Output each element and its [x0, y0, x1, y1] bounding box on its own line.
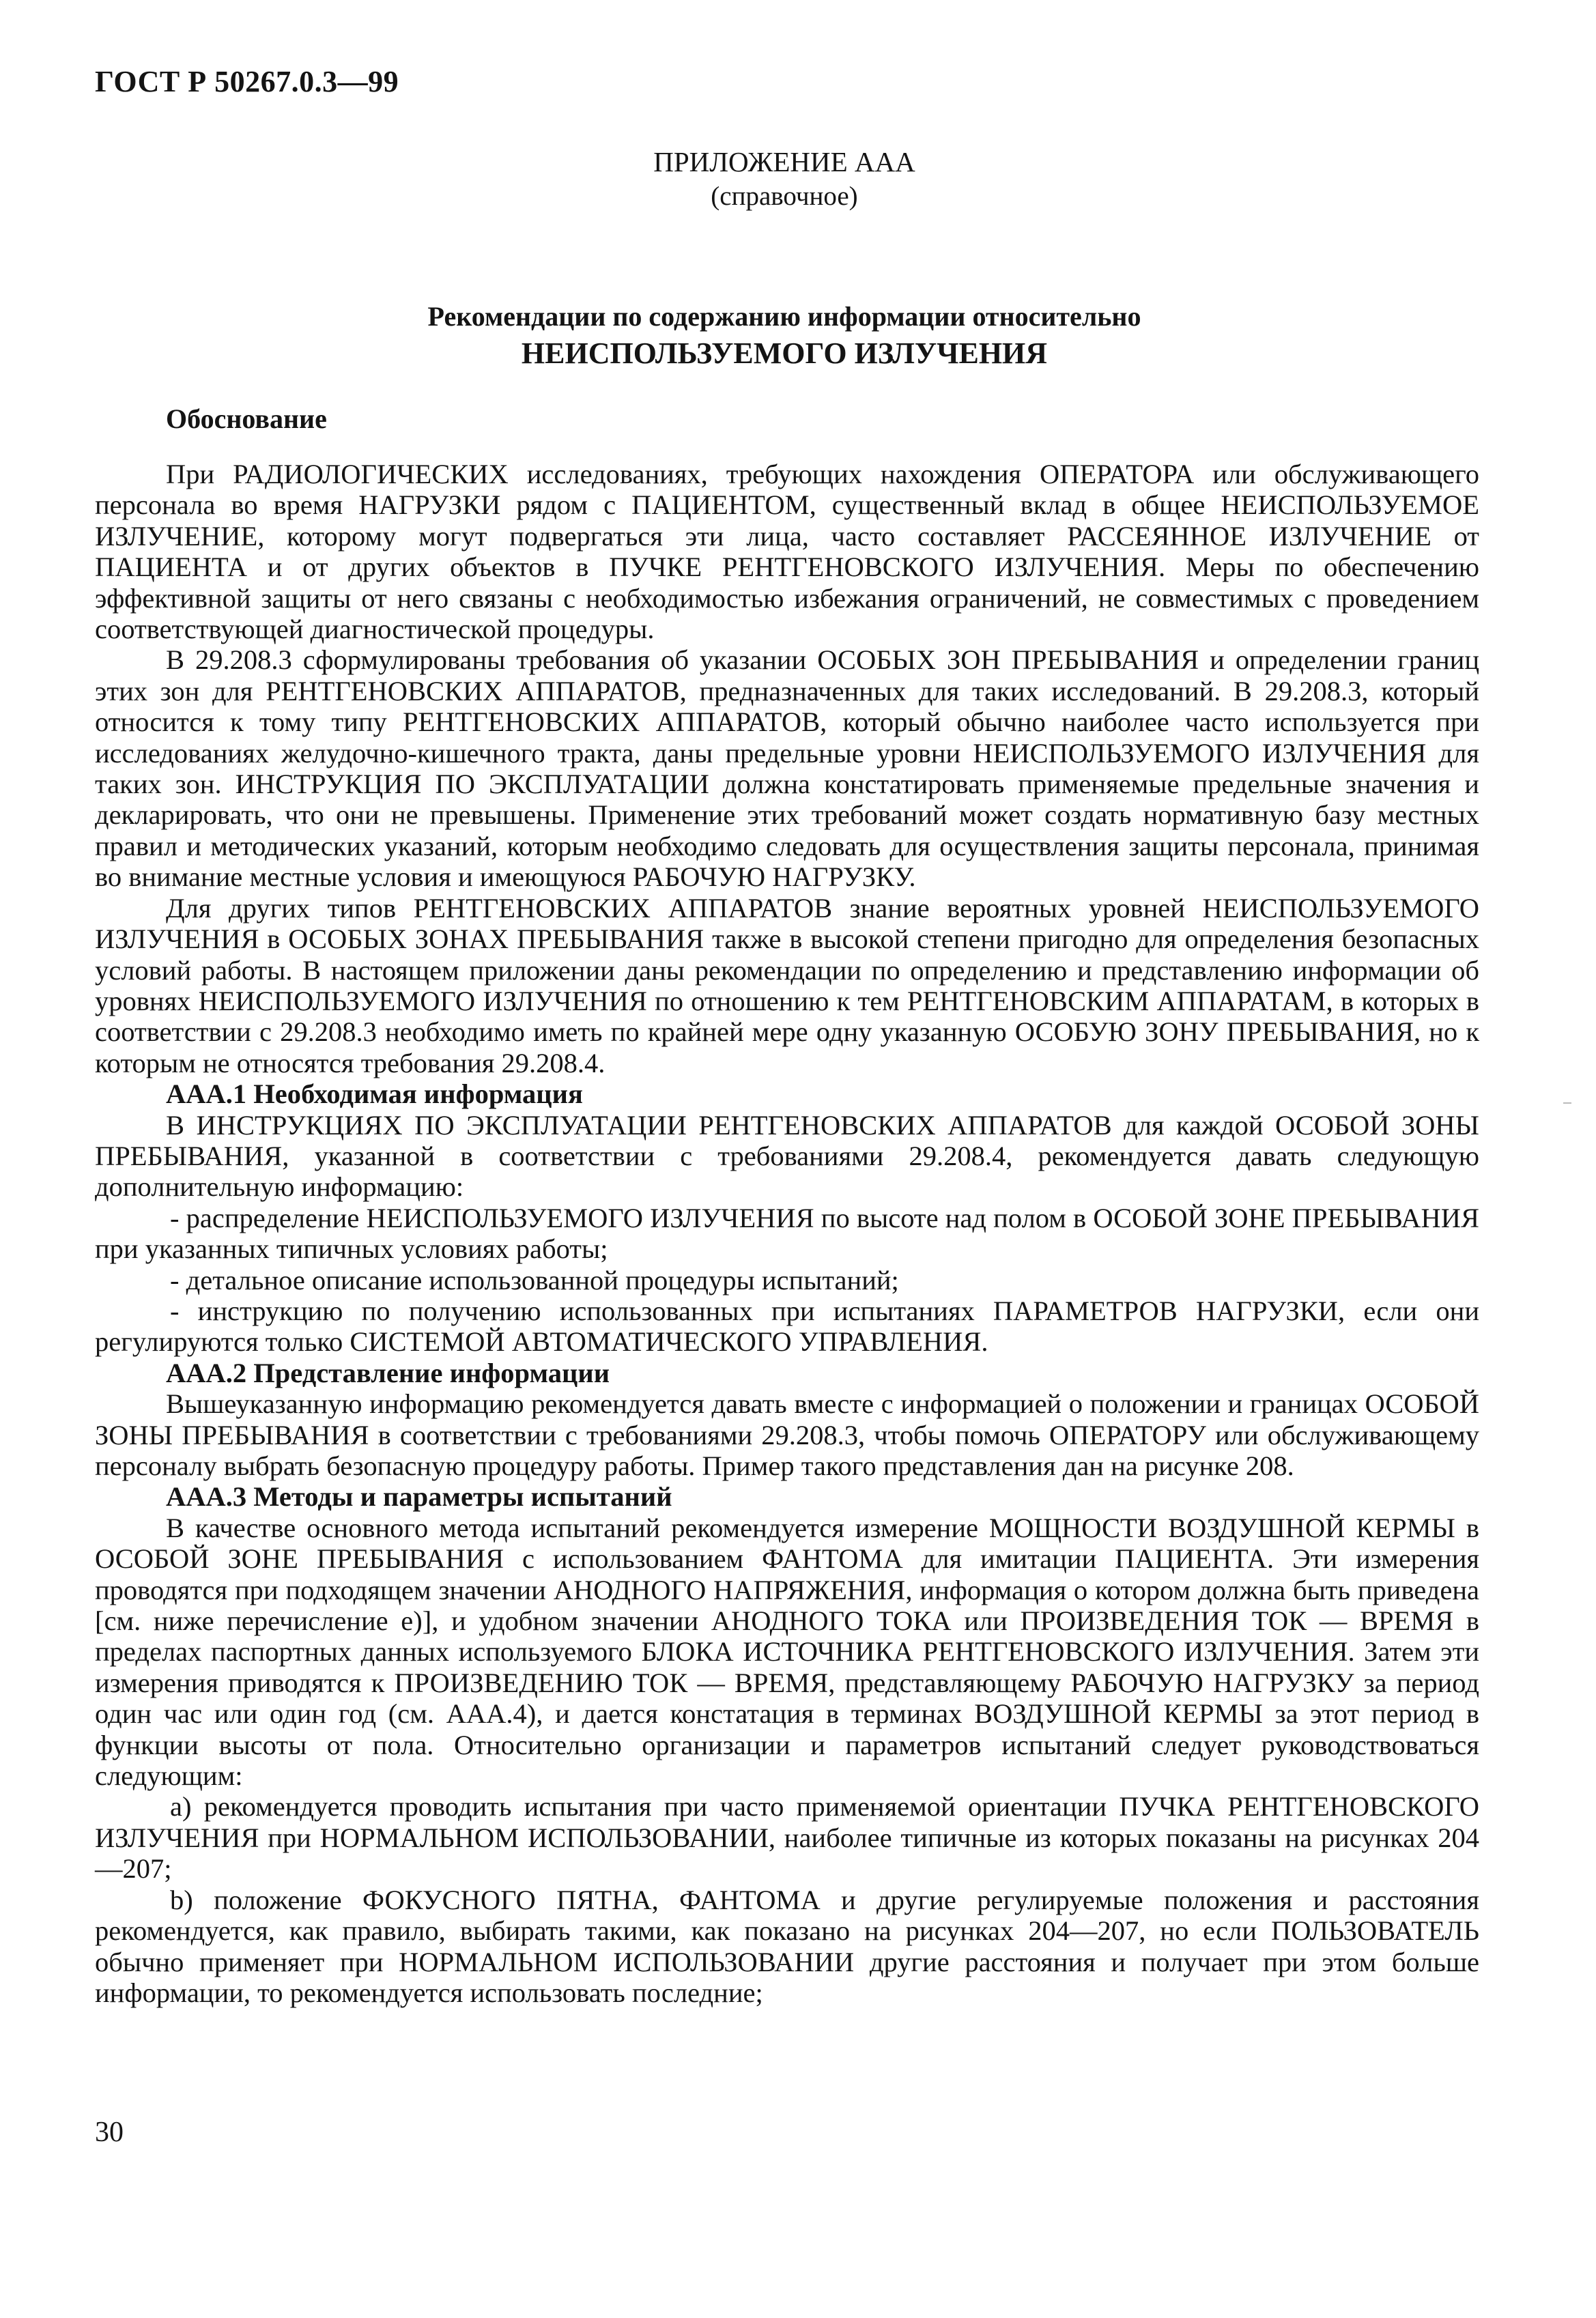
- paragraph-rationale-3: Для других типов РЕНТГЕНОВСКИХ АППАРАТОВ знание вероятных уровней НЕИСПОЛЬЗУЕМОГО ИЗЛУЧЕНИЯ в ОСОБЫХ ЗОНАХ ПРЕБЫВАНИЯ также в высокой степени пригодно для определения безопасных условий работы. В настоящем приложении даны рекомендации по определению и представлению информации об уровнях НЕИСПОЛЬЗУЕМОГО ИЗЛУЧЕНИЯ по отношению к тем РЕНТГЕНОВСКИМ АППАРАТАМ, в которых в соответствии с 29.208.3 необходимо иметь по крайней мере одну указанную ОСОБУЮ ЗОНУ ПРЕБЫВАНИЯ, но к которым не относятся требования 29.208.4.: [95, 892, 1479, 1078]
- appendix-title: ПРИЛОЖЕНИЕ ААА: [653, 146, 915, 177]
- paragraph-aaa2: Вышеуказанную информацию рекомендуется давать вместе с информацией о положении и границах ОСОБОЙ ЗОНЫ ПРЕБЫВАНИЯ в соответствии с требованиями 29.208.3, чтобы помочь ОПЕРАТОРУ или обслуживающему персоналу выбрать безопасную процедуру работы. Пример такого представления дан на рисунке 208.: [95, 1388, 1479, 1481]
- section-title-line1: Рекомендации по содержанию информации относительно: [427, 301, 1141, 332]
- paragraph-aaa3: В качестве основного метода испытаний рекомендуется измерение МОЩНОСТИ ВОЗДУШНОЙ КЕРМЫ в ОСОБОЙ ЗОНЕ ПРЕБЫВАНИЯ с использованием ФАНТОМА для имитации ПАЦИЕНТА. Эти измерения проводятся при подходящем значении АНОДНОГО НАПРЯЖЕНИЯ, информация о котором должна быть приведена [см. ниже перечисление е)], и удобном значении АНОДНОГО ТОКА или ПРОИЗВЕДЕНИЯ ТОК — ВРЕМЯ в пределах паспортных данных используемого БЛОКА ИСТОЧНИКА РЕНТГЕНОВСКОГО ИЗЛУЧЕНИЯ. Затем эти измерения приводятся к ПРОИЗВЕДЕНИЮ ТОК — ВРЕМЯ, представляющему РАБОЧУЮ НАГРУЗКУ за период один час или один год (см. ААА.4), и дается констатация в терминах ВОЗДУШНОЙ КЕРМЫ за этот период в функции высоты от пола. Относительно организации и параметров испытаний следует руководствоваться следующим:: [95, 1512, 1479, 1792]
- section-title-line2: НЕИСПОЛЬЗУЕМОГО ИЗЛУЧЕНИЯ: [521, 337, 1048, 370]
- standard-number: ГОСТ Р 50267.0.3—99: [95, 65, 399, 98]
- list-item-instruction: - инструкцию по получению использованных при испытаниях ПАРАМЕТРОВ НАГРУЗКИ, если они регулируются только СИСТЕМОЙ АВТОМАТИЧЕСКОГО УПРАВЛЕНИЯ.: [95, 1295, 1479, 1358]
- list-item-b: b) положение ФОКУСНОГО ПЯТНА, ФАНТОМА и другие регулируемые положения и расстояния рекомендуется, как правило, выбирать такими, как показано на рисунках 204—207, но если ПОЛЬЗОВАТЕЛЬ обычно применяет при НОРМАЛЬНОМ ИСПОЛЬЗОВАНИИ другие расстояния и получает при этом больше информации, то рекомендуется использовать последние;: [95, 1884, 1479, 2008]
- rationale-heading: Обоснование: [166, 403, 327, 434]
- scan-mark: [1563, 1102, 1571, 1104]
- heading-aaa1: ААА.1 Необходимая информация: [166, 1078, 583, 1110]
- appendix-type: (справочное): [711, 182, 858, 211]
- paragraph-aaa1: В ИНСТРУКЦИЯХ ПО ЭКСПЛУАТАЦИИ РЕНТГЕНОВСКИХ АППАРАТОВ для каждой ОСОБОЙ ЗОНЫ ПРЕБЫВАНИЯ, указанной в соответствии с требованиями 29.208.4, рекомендуется давать следующую дополнительную информацию:: [95, 1109, 1479, 1203]
- list-item-a: а) рекомендуется проводить испытания при часто применяемой ориентации ПУЧКА РЕНТГЕНОВСКОГО ИЗЛУЧЕНИЯ при НОРМАЛЬНОМ ИСПОЛЬЗОВАНИИ, наиболее типичные из которых показаны на рисунках 204—207;: [95, 1791, 1479, 1885]
- list-item-procedure: - детальное описание использованной процедуры испытаний;: [170, 1264, 899, 1296]
- page-number: 30: [95, 2117, 124, 2148]
- heading-aaa3: ААА.3 Методы и параметры испытаний: [166, 1481, 672, 1513]
- list-item-distribution: - распределение НЕИСПОЛЬЗУЕМОГО ИЗЛУЧЕНИЯ по высоте над полом в ОСОБОЙ ЗОНЕ ПРЕБЫВАНИЯ при указанных типичных условиях работы;: [95, 1202, 1479, 1265]
- paragraph-rationale-2: В 29.208.3 сформулированы требования об указании ОСОБЫХ ЗОН ПРЕБЫВАНИЯ и определении границ этих зон для РЕНТГЕНОВСКИХ АППАРАТОВ, предназначенных для таких исследований. В 29.208.3, который относится к тому типу РЕНТГЕНОВСКИХ АППАРАТОВ, который обычно наиболее часто используется при исследованиях желудочно-кишечного тракта, даны предельные уровни НЕИСПОЛЬЗУЕМОГО ИЗЛУЧЕНИЯ для таких зон. ИНСТРУКЦИЯ ПО ЭКСПЛУАТАЦИИ должна констатировать применяемые предельные значения и декларировать, что они не превышены. Применение этих требований может создать нормативную базу местных правил и методических указаний, которым необходимо следовать для осуществления защиты персонала, принимая во внимание местные условия и имеющуюся РАБОЧУЮ НАГРУЗКУ.: [95, 644, 1479, 893]
- paragraph-rationale-1: При РАДИОЛОГИЧЕСКИХ исследованиях, требующих нахождения ОПЕРАТОРА или обслуживающего персонала во время НАГРУЗКИ рядом с ПАЦИЕНТОМ, существенный вклад в общее НЕИСПОЛЬЗУЕМОЕ ИЗЛУЧЕНИЕ, которому могут подвергаться эти лица, часто составляет РАССЕЯННОЕ ИЗЛУЧЕНИЕ от ПАЦИЕНТА и от других объектов в ПУЧКЕ РЕНТГЕНОВСКОГО ИЗЛУЧЕНИЯ. Меры по обеспечению эффективной защиты от него связаны с необходимостью избежания ограничений, не совместимых с проведением соответствующей диагностической процедуры.: [95, 459, 1479, 645]
- body-block-1: [95, 459, 1479, 2008]
- heading-aaa2: ААА.2 Представление информации: [166, 1357, 610, 1388]
